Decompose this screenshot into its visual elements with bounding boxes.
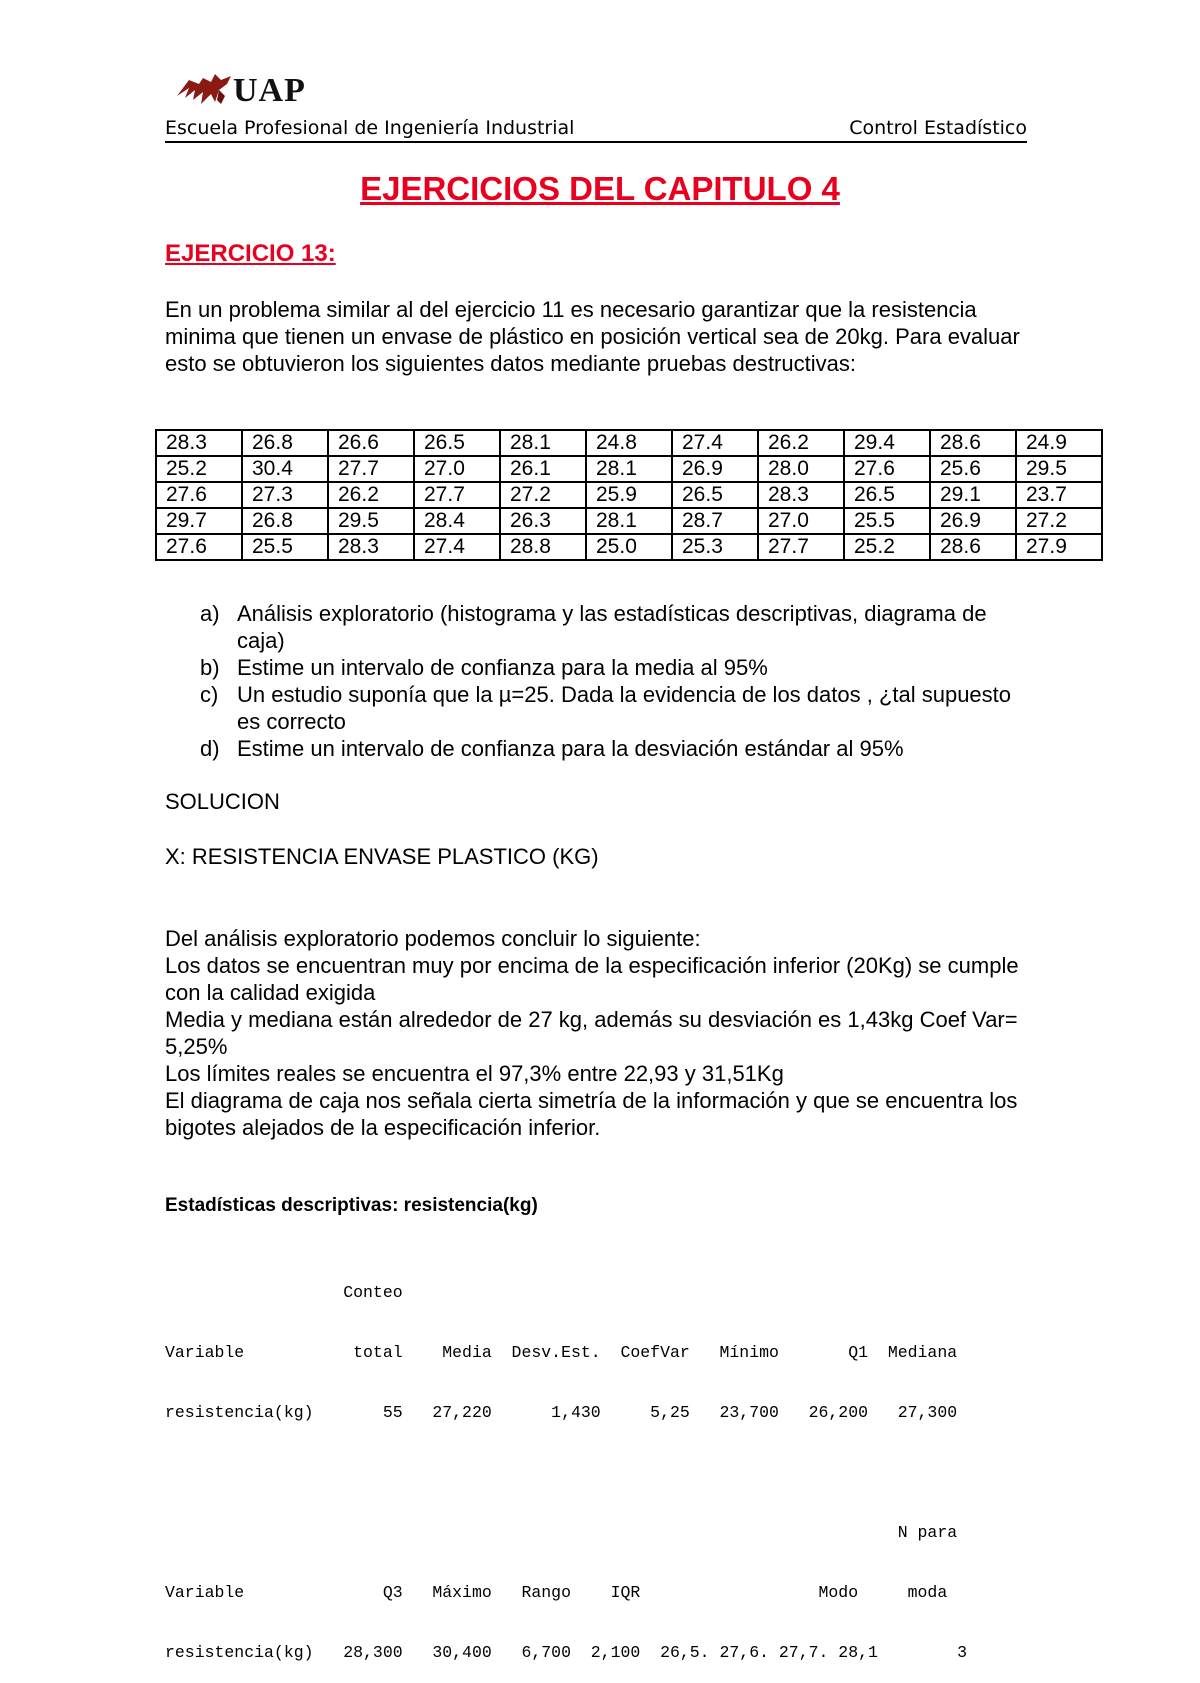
conclusions: [165, 925, 1045, 1141]
table-cell: 24.9: [1016, 430, 1102, 456]
table-row: [156, 534, 1102, 560]
table-cell: 26.8: [242, 430, 328, 456]
table-cell: 25.0: [586, 534, 672, 560]
table-cell: 25.5: [242, 534, 328, 560]
table-cell: 29.7: [156, 508, 242, 534]
table-cell: 26.5: [414, 430, 500, 456]
table-cell: 27.7: [758, 534, 844, 560]
table-cell: 28.0: [758, 456, 844, 482]
table-cell: 25.6: [930, 456, 1016, 482]
exercise-title: EJERCICIO 13:: [165, 240, 336, 267]
conclusion-line: Los datos se encuentran muy por encima de la especificación inferior (20Kg) se cumple con la calidad exigida: [165, 953, 1019, 1005]
school-name: Escuela Profesional de Ingeniería Industrial: [165, 117, 575, 139]
question-text: Análisis exploratorio (histograma y las estadísticas descriptivas, diagrama de caja): [237, 601, 987, 653]
table-cell: 26.3: [500, 508, 586, 534]
question-list: [200, 600, 1030, 762]
stats-output: [165, 1243, 967, 1683]
conclusion-line: Media y mediana están alrededor de 27 kg, además su desviación es 1,43kg Coef Var= 5,25%: [165, 1007, 1018, 1059]
course-name: Control Estadístico: [849, 117, 1027, 139]
table-cell: 27.7: [328, 456, 414, 482]
table-cell: 28.3: [758, 482, 844, 508]
question-item: [200, 735, 1030, 762]
table-cell: 27.2: [1016, 508, 1102, 534]
logo-text: UAP: [233, 72, 306, 109]
table-cell: 26.2: [758, 430, 844, 456]
table-cell: 29.5: [328, 508, 414, 534]
table-row: [156, 430, 1102, 456]
table-cell: 29.4: [844, 430, 930, 456]
eagle-logo-icon: [175, 70, 233, 110]
stats-line: Conteo: [165, 1283, 403, 1302]
question-label: c): [200, 682, 219, 707]
table-cell: 24.8: [586, 430, 672, 456]
table-cell: 26.2: [328, 482, 414, 508]
table-cell: 28.1: [586, 508, 672, 534]
problem-statement: En un problema similar al del ejercicio 11 es necesario garantizar que la resistencia minima que tienen un envase de plástico en posición vertical sea de 20kg. Para evaluar esto se obtuvieron los siguientes datos mediante pruebas destructivas:: [165, 297, 1020, 376]
table-cell: 27.6: [156, 534, 242, 560]
stats-line: Variable total Media Desv.Est. CoefVar Mínimo Q1 Mediana: [165, 1343, 958, 1362]
table-cell: 27.4: [672, 430, 758, 456]
question-label: a): [200, 601, 220, 626]
table-cell: 28.6: [930, 430, 1016, 456]
table-cell: 25.2: [844, 534, 930, 560]
table-cell: 27.3: [242, 482, 328, 508]
variable-definition: X: RESISTENCIA ENVASE PLASTICO (KG): [165, 844, 599, 869]
solution-heading: SOLUCION: [165, 789, 280, 814]
table-cell: 27.0: [414, 456, 500, 482]
table-cell: 28.3: [328, 534, 414, 560]
table-cell: 29.1: [930, 482, 1016, 508]
table-cell: 28.3: [156, 430, 242, 456]
table-cell: 28.1: [586, 456, 672, 482]
table-cell: 26.9: [930, 508, 1016, 534]
question-text: Estime un intervalo de confianza para la media al 95%: [237, 655, 768, 680]
table-cell: 27.9: [1016, 534, 1102, 560]
table-row: [156, 508, 1102, 534]
question-item: [200, 654, 1030, 681]
conclusion-line: Los límites reales se encuentra el 97,3% entre 22,93 y 31,51Kg: [165, 1061, 784, 1086]
table-cell: 28.8: [500, 534, 586, 560]
data-table: [155, 429, 1103, 561]
table-cell: 25.3: [672, 534, 758, 560]
stats-title: Estadísticas descriptivas: resistencia(kg): [165, 1195, 538, 1216]
table-cell: 28.1: [500, 430, 586, 456]
table-cell: 23.7: [1016, 482, 1102, 508]
table-cell: 25.9: [586, 482, 672, 508]
table-cell: 26.9: [672, 456, 758, 482]
table-cell: 28.4: [414, 508, 500, 534]
table-cell: 28.7: [672, 508, 758, 534]
table-cell: 25.5: [844, 508, 930, 534]
table-cell: 27.6: [844, 456, 930, 482]
uap-logo: [175, 70, 325, 110]
stats-line: [165, 1463, 967, 1483]
question-item: [200, 600, 1030, 654]
table-cell: 30.4: [242, 456, 328, 482]
table-cell: 26.6: [328, 430, 414, 456]
page-header: [165, 115, 1027, 143]
question-item: [200, 681, 1030, 735]
question-label: b): [200, 655, 220, 680]
stats-line: Variable Q3 Máximo Rango IQR Modo moda: [165, 1583, 948, 1602]
table-cell: 27.6: [156, 482, 242, 508]
table-cell: 27.4: [414, 534, 500, 560]
table-cell: 25.2: [156, 456, 242, 482]
table-cell: 26.8: [242, 508, 328, 534]
stats-line: resistencia(kg) 55 27,220 1,430 5,25 23,700 26,200 27,300: [165, 1403, 958, 1422]
stats-line: N para: [165, 1523, 958, 1542]
conclusion-line: Del análisis exploratorio podemos concluir lo siguiente:: [165, 926, 701, 951]
stats-line: resistencia(kg) 28,300 30,400 6,700 2,100 26,5. 27,6. 27,7. 28,1 3: [165, 1643, 968, 1662]
table-cell: 27.2: [500, 482, 586, 508]
page-title: EJERCICIOS DEL CAPITULO 4: [360, 170, 840, 207]
table-cell: 26.5: [672, 482, 758, 508]
table-cell: 26.1: [500, 456, 586, 482]
conclusion-line: El diagrama de caja nos señala cierta simetría de la información y que se encuentra los bigotes alejados de la especificación inferior.: [165, 1088, 1018, 1140]
table-cell: 26.5: [844, 482, 930, 508]
question-label: d): [200, 736, 220, 761]
table-cell: 27.0: [758, 508, 844, 534]
question-text: Un estudio suponía que la µ=25. Dada la evidencia de los datos , ¿tal supuesto es correcto: [237, 682, 1012, 734]
table-cell: 27.7: [414, 482, 500, 508]
table-cell: 29.5: [1016, 456, 1102, 482]
table-row: [156, 482, 1102, 508]
table-row: [156, 456, 1102, 482]
question-text: Estime un intervalo de confianza para la desviación estándar al 95%: [237, 736, 904, 761]
table-cell: 28.6: [930, 534, 1016, 560]
